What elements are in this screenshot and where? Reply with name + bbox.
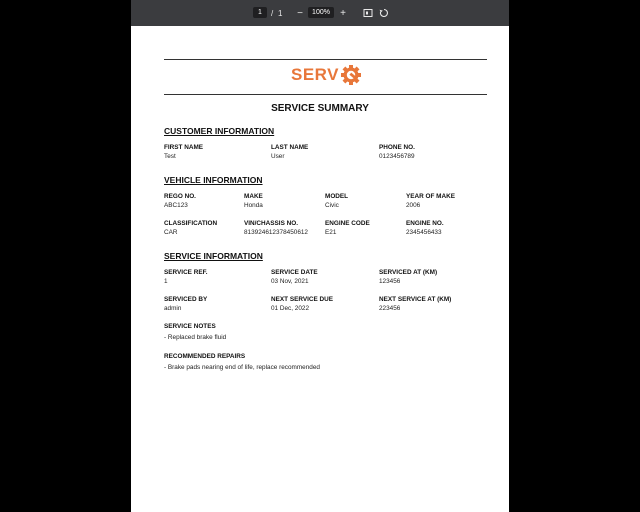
rego-value: ABC123 (164, 202, 188, 209)
document-title: SERVICE SUMMARY (271, 103, 369, 114)
make-label: MAKE (244, 193, 263, 200)
header-bottom-rule (164, 94, 487, 95)
first-name-value: Test (164, 153, 176, 160)
pdf-toolbar (131, 0, 509, 26)
model-value: Civic (325, 202, 339, 209)
engine-no-value: 2345456433 (406, 229, 442, 236)
make-value: Honda (244, 202, 263, 209)
rotate-icon (379, 8, 389, 18)
service-ref-label: SERVICE REF. (164, 269, 208, 276)
page-number-input[interactable] (253, 7, 267, 18)
service-notes-value: - Replaced brake fluid (164, 334, 227, 341)
last-name-label: LAST NAME (271, 144, 309, 151)
zoom-in-button[interactable]: + (340, 7, 346, 19)
engine-code-value: E21 (325, 229, 337, 236)
next-service-km-value: 223456 (379, 305, 401, 312)
recommended-repairs-label: RECOMMENDED REPAIRS (164, 353, 246, 360)
service-ref-value: 1 (164, 278, 168, 285)
service-notes-label: SERVICE NOTES (164, 323, 216, 330)
pdf-viewer (131, 0, 509, 512)
zoom-level: 100% (312, 9, 330, 16)
service-date-label: SERVICE DATE (271, 269, 318, 276)
rotate-button[interactable] (377, 0, 391, 26)
classification-label: CLASSIFICATION (164, 220, 218, 227)
serviced-km-label: SERVICED AT (KM) (379, 269, 438, 276)
vin-label: VIN/CHASSIS NO. (244, 220, 298, 227)
vin-value: 813924612378450612 (244, 229, 308, 236)
servo-logo (291, 64, 362, 86)
phone-label: PHONE NO. (379, 144, 415, 151)
serviced-by-value: admin (164, 305, 182, 312)
service-date-value: 03 Nov, 2021 (271, 278, 309, 285)
last-name-value: User (271, 153, 285, 160)
page-total: 1 (278, 8, 283, 18)
service-section-heading: SERVICE INFORMATION (164, 251, 263, 261)
zoom-level-input[interactable] (308, 7, 334, 18)
year-label: YEAR OF MAKE (406, 193, 455, 200)
next-service-km-label: NEXT SERVICE AT (KM) (379, 296, 452, 303)
fit-page-icon (363, 8, 373, 18)
serviced-km-value: 123456 (379, 278, 401, 285)
rego-label: REGO NO. (164, 193, 196, 200)
year-value: 2006 (406, 202, 421, 209)
serviced-by-label: SERVICED BY (164, 296, 208, 303)
next-service-due-value: 01 Dec, 2022 (271, 305, 310, 312)
fit-page-button[interactable] (361, 0, 375, 26)
customer-section-heading: CUSTOMER INFORMATION (164, 126, 275, 136)
logo-text: SERV (291, 65, 339, 84)
next-service-due-label: NEXT SERVICE DUE (271, 296, 334, 303)
page-separator: / (271, 8, 274, 18)
gear-wrench-icon (340, 64, 362, 86)
engine-code-label: ENGINE CODE (325, 220, 370, 227)
pdf-page (131, 26, 509, 512)
vehicle-section-heading: VEHICLE INFORMATION (164, 175, 263, 185)
header-top-rule (164, 59, 487, 60)
zoom-out-button[interactable]: − (297, 7, 303, 19)
page-current: 1 (258, 9, 262, 16)
recommended-repairs-value: - Brake pads nearing end of life, replace recommended (164, 364, 320, 371)
phone-value: 0123456789 (379, 153, 415, 160)
model-label: MODEL (325, 193, 349, 200)
engine-no-label: ENGINE NO. (406, 220, 444, 227)
first-name-label: FIRST NAME (164, 144, 204, 151)
classification-value: CAR (164, 229, 178, 236)
